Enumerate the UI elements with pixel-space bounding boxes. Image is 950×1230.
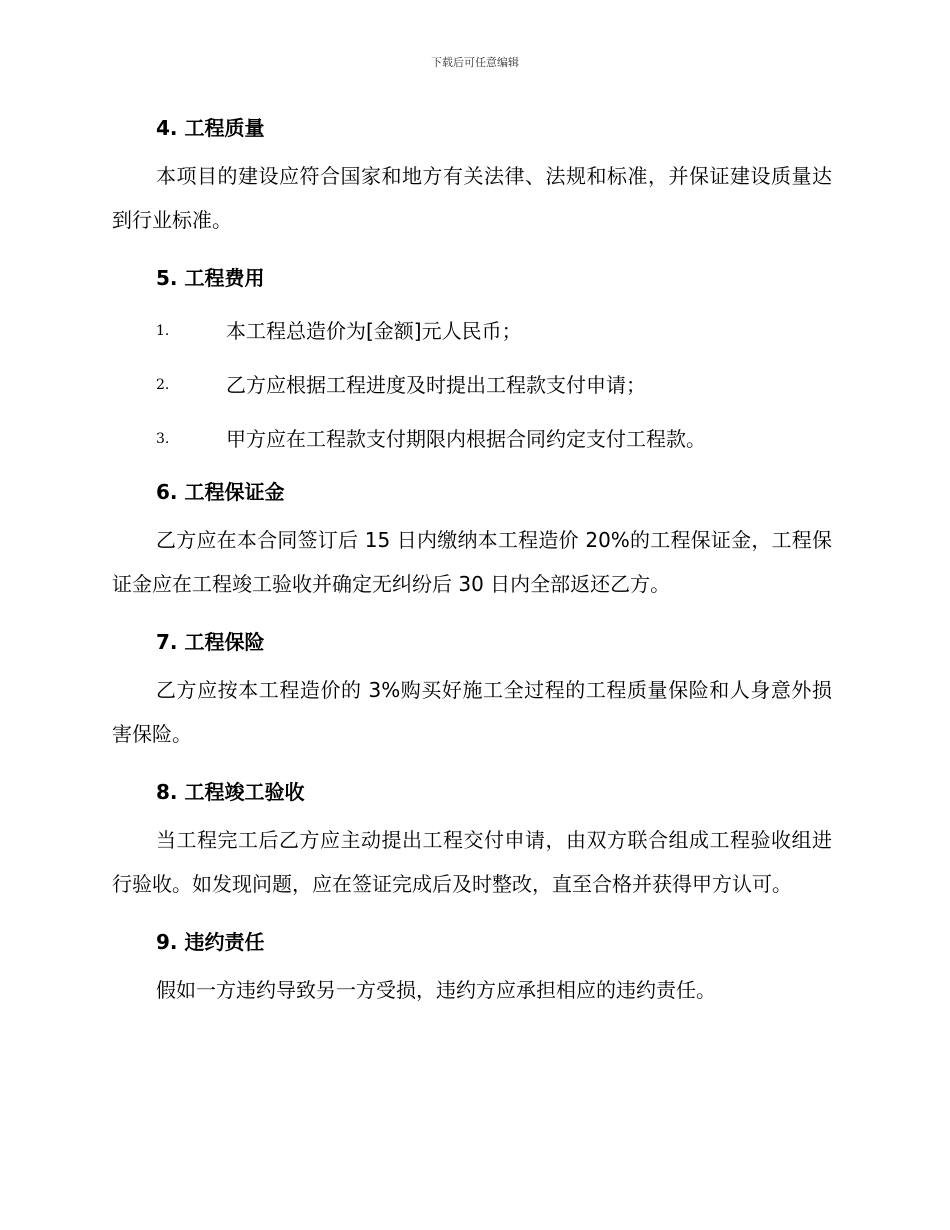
section-paragraph: 假如一方违约导致另一方受损，违约方应承担相应的违约责任。	[156, 978, 716, 1002]
list-number: 1.	[156, 323, 170, 339]
section-9-liability	[112, 924, 832, 1012]
section-heading: 4. 工程质量	[156, 116, 265, 140]
section-4-quality	[112, 110, 832, 242]
list-item	[112, 412, 832, 466]
section-heading: 7. 工程保险	[156, 630, 265, 654]
section-heading: 6. 工程保证金	[156, 480, 285, 504]
section-5-cost	[112, 260, 832, 466]
section-paragraph: 本项目的建设应符合国家和地方有关法律、法规和标准，并保证建设质量达到行业标准。	[112, 164, 832, 232]
section-heading: 9. 违约责任	[156, 930, 265, 954]
list-item	[112, 304, 832, 358]
list-text: 本工程总造价为[金额]元人民币；	[226, 319, 522, 343]
section-paragraph: 乙方应在本合同签订后 15 日内缴纳本工程造价 20%的工程保证金，工程保证金应在工程竣工验收并确定无纠纷后 30 日内全部返还乙方。	[112, 528, 832, 596]
list-number: 2.	[156, 377, 170, 393]
list-text: 甲方应在工程款支付期限内根据合同约定支付工程款。	[226, 427, 706, 451]
list-text: 乙方应根据工程进度及时提出工程款支付申请；	[226, 373, 646, 397]
section-heading: 5. 工程费用	[156, 266, 265, 290]
section-paragraph: 乙方应按本工程造价的 3%购买好施工全过程的工程质量保险和人身意外损害保险。	[112, 678, 832, 746]
section-paragraph: 当工程完工后乙方应主动提出工程交付申请，由双方联合组成工程验收组进行验收。如发现问题，应在签证完成后及时整改，直至合格并获得甲方认可。	[112, 828, 832, 896]
section-heading: 8. 工程竣工验收	[156, 780, 305, 804]
list-item	[112, 358, 832, 412]
document-content	[112, 110, 832, 1012]
section-8-acceptance	[112, 774, 832, 906]
section-6-deposit	[112, 474, 832, 606]
cost-list	[112, 304, 832, 466]
header-note: 下载后可任意编辑	[431, 56, 519, 69]
section-7-insurance	[112, 624, 832, 756]
list-number: 3.	[156, 431, 170, 447]
